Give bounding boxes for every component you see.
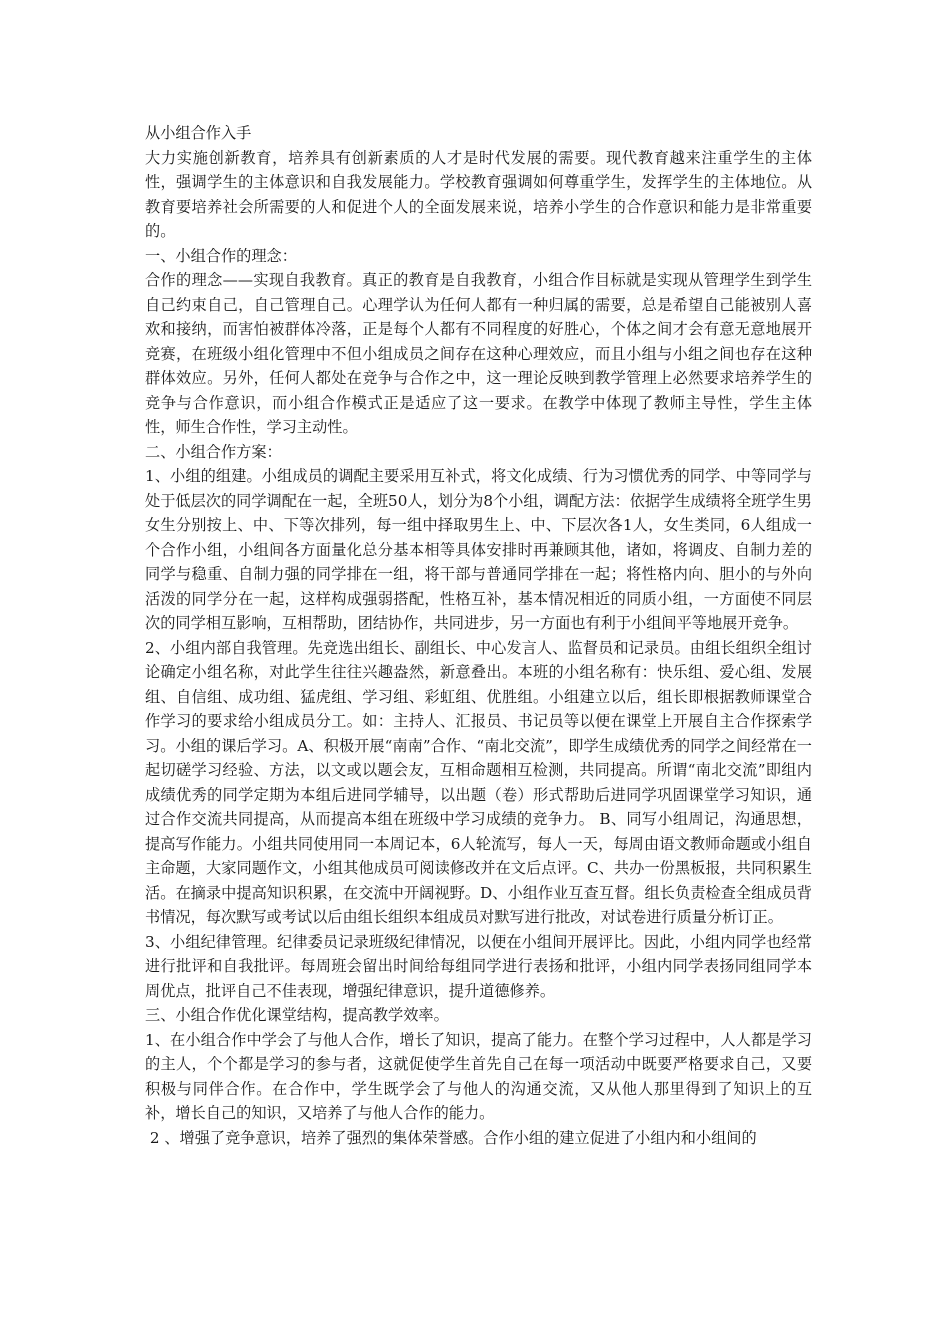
paragraph-concept: 合作的理念——实现自我教育。真正的教育是自我教育，小组合作目标就是实现从管理学生到学生自己约束自己，自己管理自己。心理学认为任何人都有一种归属的需要，总是希望自己能被别人喜欢和接纳，而害怕被群体冷落，正是每个人都有不同程度的好胜心，个体之间才会有意无意地展开竞赛，在班级小组化管理中不但小组成员之间存在这种心理效应，而且小组与小组之间也存在这种群体效应。另外，任何人都处在竞争与合作之中，这一理论反映到教学管理上必然要求培养学生的竞争与合作意识，而小组合作模式正是适应了这一要求。在教学中体现了教师主导性，学生主体性，师生合作性，学习主动性。	[145, 271, 812, 436]
paragraph-competition: 2 、增强了竞争意识，培养了强烈的集体荣誉感。合作小组的建立促进了小组内和小组间的	[145, 1128, 757, 1147]
document-body	[145, 121, 812, 1150]
heading-section-3: 三、小组合作优化课堂结构，提高教学效率。	[145, 1006, 449, 1024]
paragraph-cooperation: 1、在小组合作中学会了与他人合作，增长了知识，提高了能力。在整个学习过程中，人人都是学习的主人，个个都是学习的参与者，这就促使学生首先自己在每一项活动中既要严格要求自己，又要积极与同伴合作。在合作中，学生既学会了与他人的沟通交流，又从他人那里得到了知识上的互补，增长自己的知识，又培养了与他人合作的能力。	[145, 1030, 812, 1122]
paragraph-self-management: 2、小组内部自我管理。先竞选出组长、副组长、中心发言人、监督员和记录员。由组长组织全组讨论确定小组名称，对此学生往往兴趣盎然，新意叠出。本班的小组名称有：快乐组、爱心组、发展组、自信组、成功组、猛虎组、学习组、彩虹组、优胜组。小组建立以后，组长即根据教师课堂合作学习的要求给小组成员分工。如：主持人、汇报员、书记员等以便在课堂上开展自主合作探索学习。小组的课后学习。A、积极开展“南南”合作、“南北交流”，即学生成绩优秀的同学之间经常在一起切磋学习经验、方法，以文或以题会友，互相命题相互检测，共同提高。所谓“南北交流”即组内成绩优秀的同学定期为本组后进同学辅导，以出题（卷）形式帮助后进同学巩固课堂学习知识，通过合作交流共同提高，从而提高本组在班级中学习成绩的竞争力。 B、同写小组周记，沟通思想，提高写作能力。小组共同使用同一本周记本，6人轮流写，每人一天，每周由语文教师命题或小组自主命题，大家同题作文，小组其他成员可阅读修改并在文后点评。C、共办一份黑板报，共同积累生活。在摘录中提高知识积累，在交流中开阔视野。D、小组作业互查互督。组长负责检查全组成员背书情况，每次默写或考试以后由组长组织本组成员对默写进行批改，对试卷进行质量分析订正。	[145, 638, 812, 926]
paragraph-discipline: 3、小组纪律管理。纪律委员记录班级纪律情况，以便在小组间开展评比。因此，小组内同学也经常进行批评和自我批评。每周班会留出时间给每组同学进行表扬和批评，小组内同学表扬同组同学本周优点，批评自己不佳表现，增强纪律意识，提升道德修养。	[145, 932, 812, 1000]
paragraph-intro: 大力实施创新教育，培养具有创新素质的人才是时代发展的需要。现代教育越来注重学生的主体性，强调学生的主体意识和自我发展能力。学校教育强调如何尊重学生，发挥学生的主体地位。从教育要培养社会所需要的人和促进个人的全面发展来说，培养小学生的合作意识和能力是非常重要的。	[145, 148, 812, 240]
paragraph-group-formation: 1、小组的组建。小组成员的调配主要采用互补式，将文化成绩、行为习惯优秀的同学、中等同学与处于低层次的同学调配在一起，全班50人，划分为8个小组，调配方法：依据学生成绩将全班学生男女生分别按上、中、下等次排列，每一组中择取男生上、中、下层次各1人，女生类同，6人组成一个合作小组，小组间各方面量化总分基本相等具体安排时再兼顾其他，诸如，将调皮、自制力差的同学与稳重、自制力强的同学排在一组，将干部与普通同学排在一起；将性格内向、胆小的与外向活泼的同学分在一起，这样构成强弱搭配，性格互补，基本情况相近的同质小组，一方面使不同层次的同学相互影响，互相帮助，团结协作，共同进步，另一方面也有利于小组间平等地展开竞争。	[145, 467, 812, 632]
heading-section-2: 二、小组合作方案：	[145, 442, 282, 461]
document-title: 从小组合作入手	[145, 124, 252, 142]
heading-section-1: 一、小组合作的理念：	[145, 246, 297, 265]
